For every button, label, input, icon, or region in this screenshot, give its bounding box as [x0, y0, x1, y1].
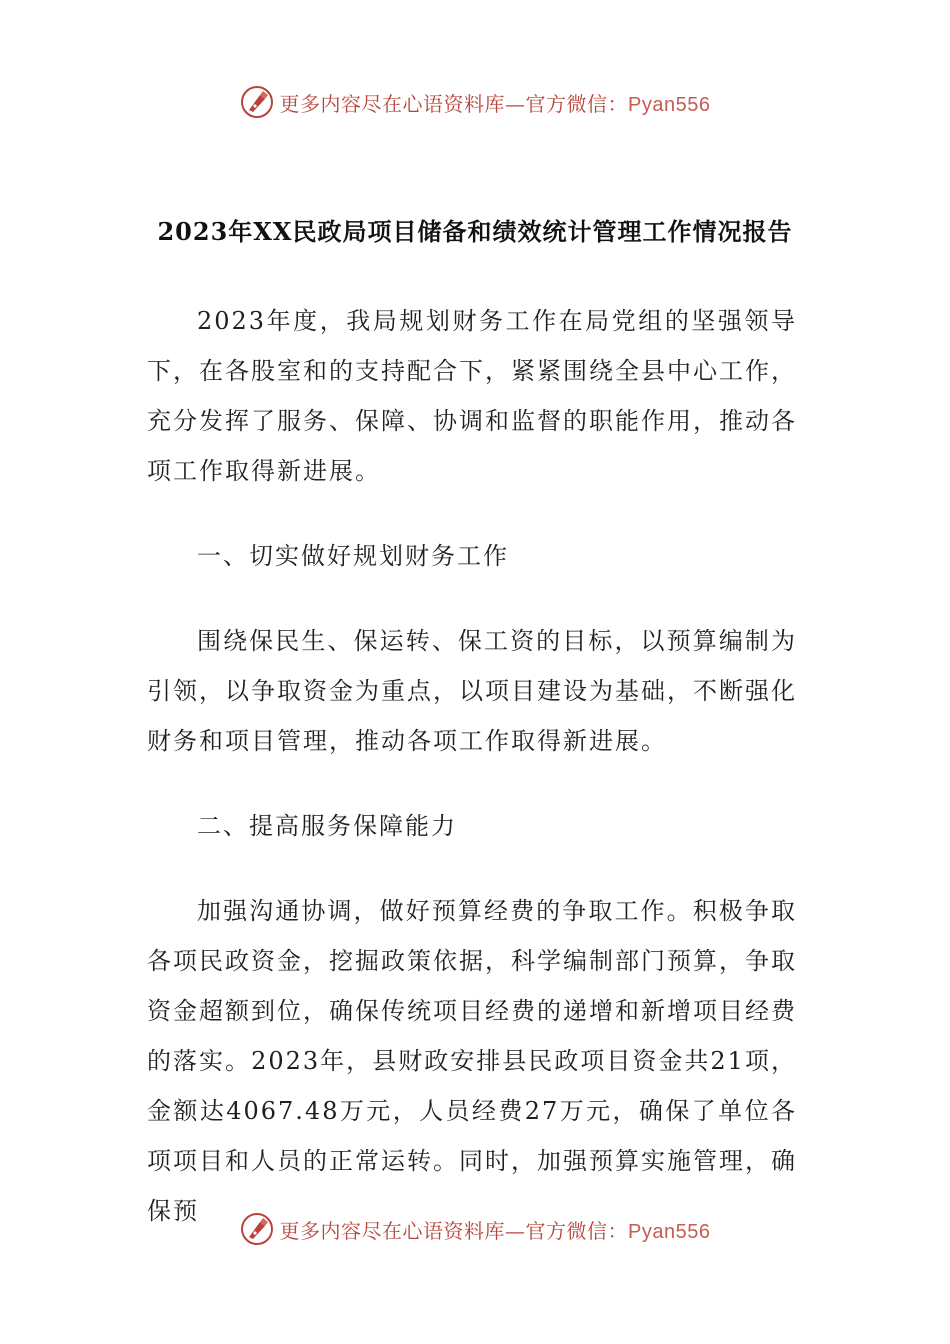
intro-paragraph: 2023年度，我局规划财务工作在局党组的坚强领导下，在各股室和的支持配合下，紧紧围绕全县中心工作，充分发挥了服务、保障、协调和监督的职能作用，推动各项工作取得新进展。 — [147, 307, 797, 485]
pen-nib-icon — [240, 85, 274, 119]
document-body — [147, 296, 797, 1236]
section-heading-2: 二、提高服务保障能力 — [197, 812, 457, 840]
watermark-text: 更多内容尽在心语资料库—官方微信：Pyan556 — [279, 91, 711, 116]
wechat-id: Pyan556 — [628, 93, 711, 116]
wechat-id: Pyan556 — [628, 1220, 711, 1243]
section-1-paragraph: 围绕保民生、保运转、保工资的目标，以预算编制为引领，以争取资金为重点，以项目建设为基础，不断强化财务和项目管理，推动各项工作取得新进展。 — [147, 627, 797, 755]
pen-nib-icon — [240, 1212, 274, 1246]
section-heading-1: 一、切实做好规划财务工作 — [197, 542, 509, 570]
section-2-paragraph: 加强沟通协调，做好预算经费的争取工作。积极争取各项民政资金，挖掘政策依据，科学编制部门预算，争取资金超额到位，确保传统项目经费的递增和新增项目经费的落实。2023年，县财政安排县民政项目资金共21项，金额达4067.48万元，人员经费27万元，确保了单位各项项目和人员的正常运转。同时，加强预算实施管理，确保预 — [147, 897, 797, 1225]
footer-watermark — [0, 1207, 950, 1251]
header-watermark — [0, 80, 950, 124]
watermark-text: 更多内容尽在心语资料库—官方微信：Pyan556 — [279, 1218, 711, 1243]
document-title: 2023年XX民政局项目储备和绩效统计管理工作情况报告 — [157, 217, 793, 246]
